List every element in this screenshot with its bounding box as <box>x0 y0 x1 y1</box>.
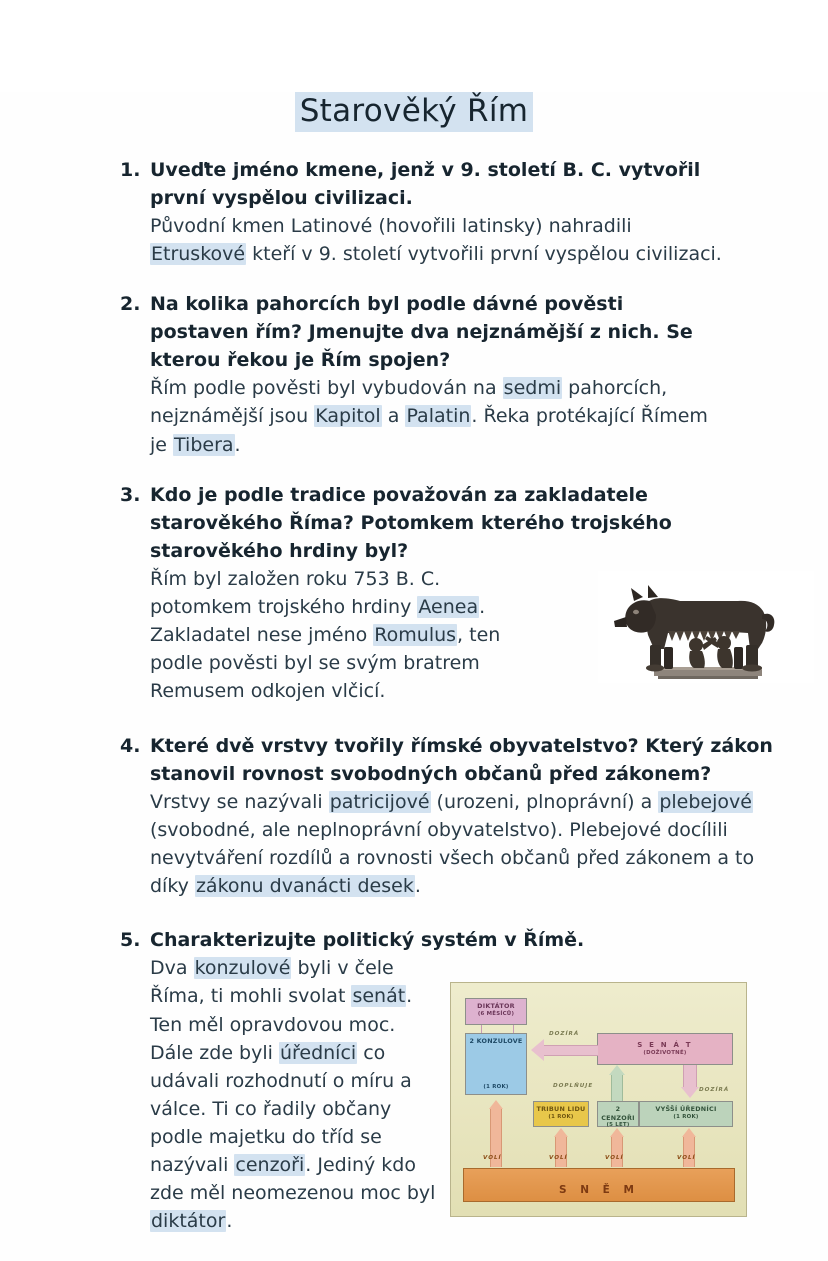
question-answer-2: Řím podle pověsti byl vybudován na sedmi pahorcích, nejznámější jsou Kapitol a Palatin. Řeka protékající Římem je Tibera. <box>150 377 708 456</box>
question-prompt-3: Kdo je podle tradice považován za zakladatele starověkého Říma? Potomkem kterého trojského starověkého hrdiny byl? <box>150 483 672 562</box>
diagram-arrow-voli-2-shaft <box>555 1137 567 1167</box>
diagram-box-snem-title: S N Ě M <box>559 1184 639 1197</box>
diagram-box-diktator <box>465 998 527 1025</box>
diagram-box-konzulove-sub: (1 ROK) <box>483 1084 509 1091</box>
diagram-arrow-voli-2-head <box>554 1128 568 1137</box>
diagram-arrow-voli-1-head <box>489 1100 503 1109</box>
highlighted-term: Kapitol <box>315 405 381 428</box>
diagram-label-voli-2: VOLÍ <box>549 1155 568 1162</box>
roman-political-system-diagram <box>450 982 747 1217</box>
question-item-2 <box>0 290 828 459</box>
highlighted-term: patricijové <box>329 790 430 813</box>
diagram-box-tribun-title: TRIBUN LIDU <box>536 1105 586 1114</box>
question-prompt-1: Uveďte jméno kmene, jenž v 9. století B. C. vytvořil první vyspělou civilizaci. <box>150 158 701 209</box>
diagram-label-voli-4: VOLÍ <box>677 1155 696 1162</box>
question-number-2: 2. <box>120 293 141 316</box>
diagram-canvas <box>451 983 746 1216</box>
diagram-box-vyssi-sub: (1 ROK) <box>673 1113 699 1120</box>
diagram-box-snem <box>463 1168 735 1202</box>
diagram-box-vyssi-title: VYŠŠÍ ÚŘEDNÍCI <box>655 1105 717 1114</box>
question-answer-1: Původní kmen Latinové (hovořili latinsky) nahradili Etruskové kteří v 9. století vytvořili první vyspělou civilizaci. <box>150 214 722 265</box>
capitoline-wolf-statue-image <box>598 571 814 683</box>
question-item-5 <box>0 926 828 1235</box>
question-item-4 <box>0 732 828 901</box>
document-page <box>0 92 828 1261</box>
question-answer-5: Dva konzulové byli v čele Říma, ti mohli svolat senát. Ten měl opravdovou moc. Dále zde byli úředníci co udávali rozhodnutí o míru a válce. Ti co řadily občany podle majetku do tříd se nazývali cenzoři. Jediný kdo zde měl neomezenou moc byl diktátor. <box>150 957 436 1233</box>
highlighted-term: diktátor <box>151 1210 226 1233</box>
diagram-arrow-voli-3-head <box>610 1128 624 1137</box>
highlighted-term: Aenea <box>418 596 479 619</box>
diagram-connector-left <box>481 1025 482 1033</box>
diagram-box-konzulove <box>465 1033 527 1095</box>
question-prompt-4: Které dvě vrstvy tvořily římské obyvatelstvo? Který zákon stanovil rovnost svobodných občanů před zákonem? <box>150 734 773 785</box>
question-number-5: 5. <box>120 929 141 952</box>
highlighted-term: cenzoři <box>235 1154 305 1177</box>
question-number-4: 4. <box>120 734 141 757</box>
diagram-arrow-dozira-left-shaft <box>544 1045 598 1056</box>
highlighted-term: sedmi <box>503 377 562 400</box>
diagram-arrow-doplnuje-head <box>609 1065 625 1075</box>
diagram-box-tribun-sub: (1 ROK) <box>548 1113 574 1120</box>
highlighted-term: Romulus <box>374 624 457 647</box>
diagram-box-cenzori <box>597 1101 639 1127</box>
diagram-label-dozira-left: DOZÍRÁ <box>549 1031 580 1038</box>
diagram-box-vyssi-urednici <box>639 1101 733 1127</box>
diagram-box-cenzori-sub: (5 LET) <box>606 1122 630 1129</box>
highlighted-term: úředníci <box>279 1041 357 1064</box>
question-prompt-2: Na kolika pahorcích byl podle dávné pověsti postaven řím? Jmenujte dva nejznámější z nich. Se kterou řekou je Řím spojen? <box>150 293 693 372</box>
diagram-label-voli-1: VOLÍ <box>483 1155 502 1162</box>
diagram-box-senat-title: S E N Á T <box>637 1041 693 1050</box>
diagram-label-voli-3: VOLÍ <box>605 1155 624 1162</box>
diagram-label-doplnuje: DOPLŇUJE <box>553 1083 594 1090</box>
question-item-1 <box>0 156 828 268</box>
highlighted-term: konzulové <box>194 957 291 980</box>
diagram-box-senat-sub: (DOŽIVOTNÉ) <box>643 1050 687 1057</box>
diagram-box-konzulove-title: 2 KONZULOVE <box>469 1037 523 1046</box>
diagram-box-cenzori-title: 2 CENZOŘI <box>601 1105 635 1122</box>
diagram-arrow-voli-4-head <box>682 1128 696 1137</box>
highlighted-term: senát <box>352 985 406 1008</box>
diagram-arrow-voli-3-shaft <box>611 1137 623 1167</box>
question-answer-4: Vrstvy se nazývali patricijové (urozeni, plnoprávní) a plebejové (svobodné, ale neplnoprávní obyvatelstvo). Plebejové docílili nevytváření rozdílů a rovnosti všech občanů před zákonem a to díky zákonu dvanácti desek. <box>150 790 755 898</box>
highlighted-term: plebejové <box>659 790 752 813</box>
diagram-arrow-voli-4-shaft <box>683 1137 695 1167</box>
question-number-3: 3. <box>120 483 141 506</box>
diagram-arrow-dozira-right-shaft <box>683 1065 697 1087</box>
question-list <box>0 156 828 1236</box>
question-number-1: 1. <box>120 158 141 181</box>
highlighted-term: Tibera <box>174 433 234 456</box>
diagram-arrow-dozira-left-head <box>531 1039 544 1061</box>
highlighted-term: Palatin <box>406 405 471 428</box>
page-title: Starověký Řím <box>295 92 534 132</box>
diagram-connector-right <box>513 1025 514 1033</box>
diagram-label-dozira-right: DOZÍRÁ <box>699 1087 730 1094</box>
diagram-box-senat <box>597 1033 733 1065</box>
diagram-arrow-dozira-right-head <box>681 1087 699 1098</box>
diagram-arrow-doplnuje-shaft <box>611 1075 623 1101</box>
highlighted-term: zákonu dvanácti desek <box>195 875 414 898</box>
diagram-box-tribun-lidu <box>533 1101 589 1127</box>
question-item-3 <box>0 481 828 706</box>
diagram-box-diktator-title: DIKTÁTOR <box>477 1002 515 1011</box>
highlighted-term: Etruskové <box>151 242 246 265</box>
diagram-box-diktator-sub: (6 MĚSÍCŮ) <box>477 1010 515 1017</box>
title-container <box>0 92 828 132</box>
question-answer-3: Řím byl založen roku 753 B. C. potomkem trojského hrdiny Aenea. Zakladatel nese jméno Romulus, ten podle pověsti byl se svým bratrem Remusem odkojen vlčicí. <box>150 568 501 703</box>
question-prompt-5: Charakterizujte politický systém v Římě. <box>150 929 585 952</box>
